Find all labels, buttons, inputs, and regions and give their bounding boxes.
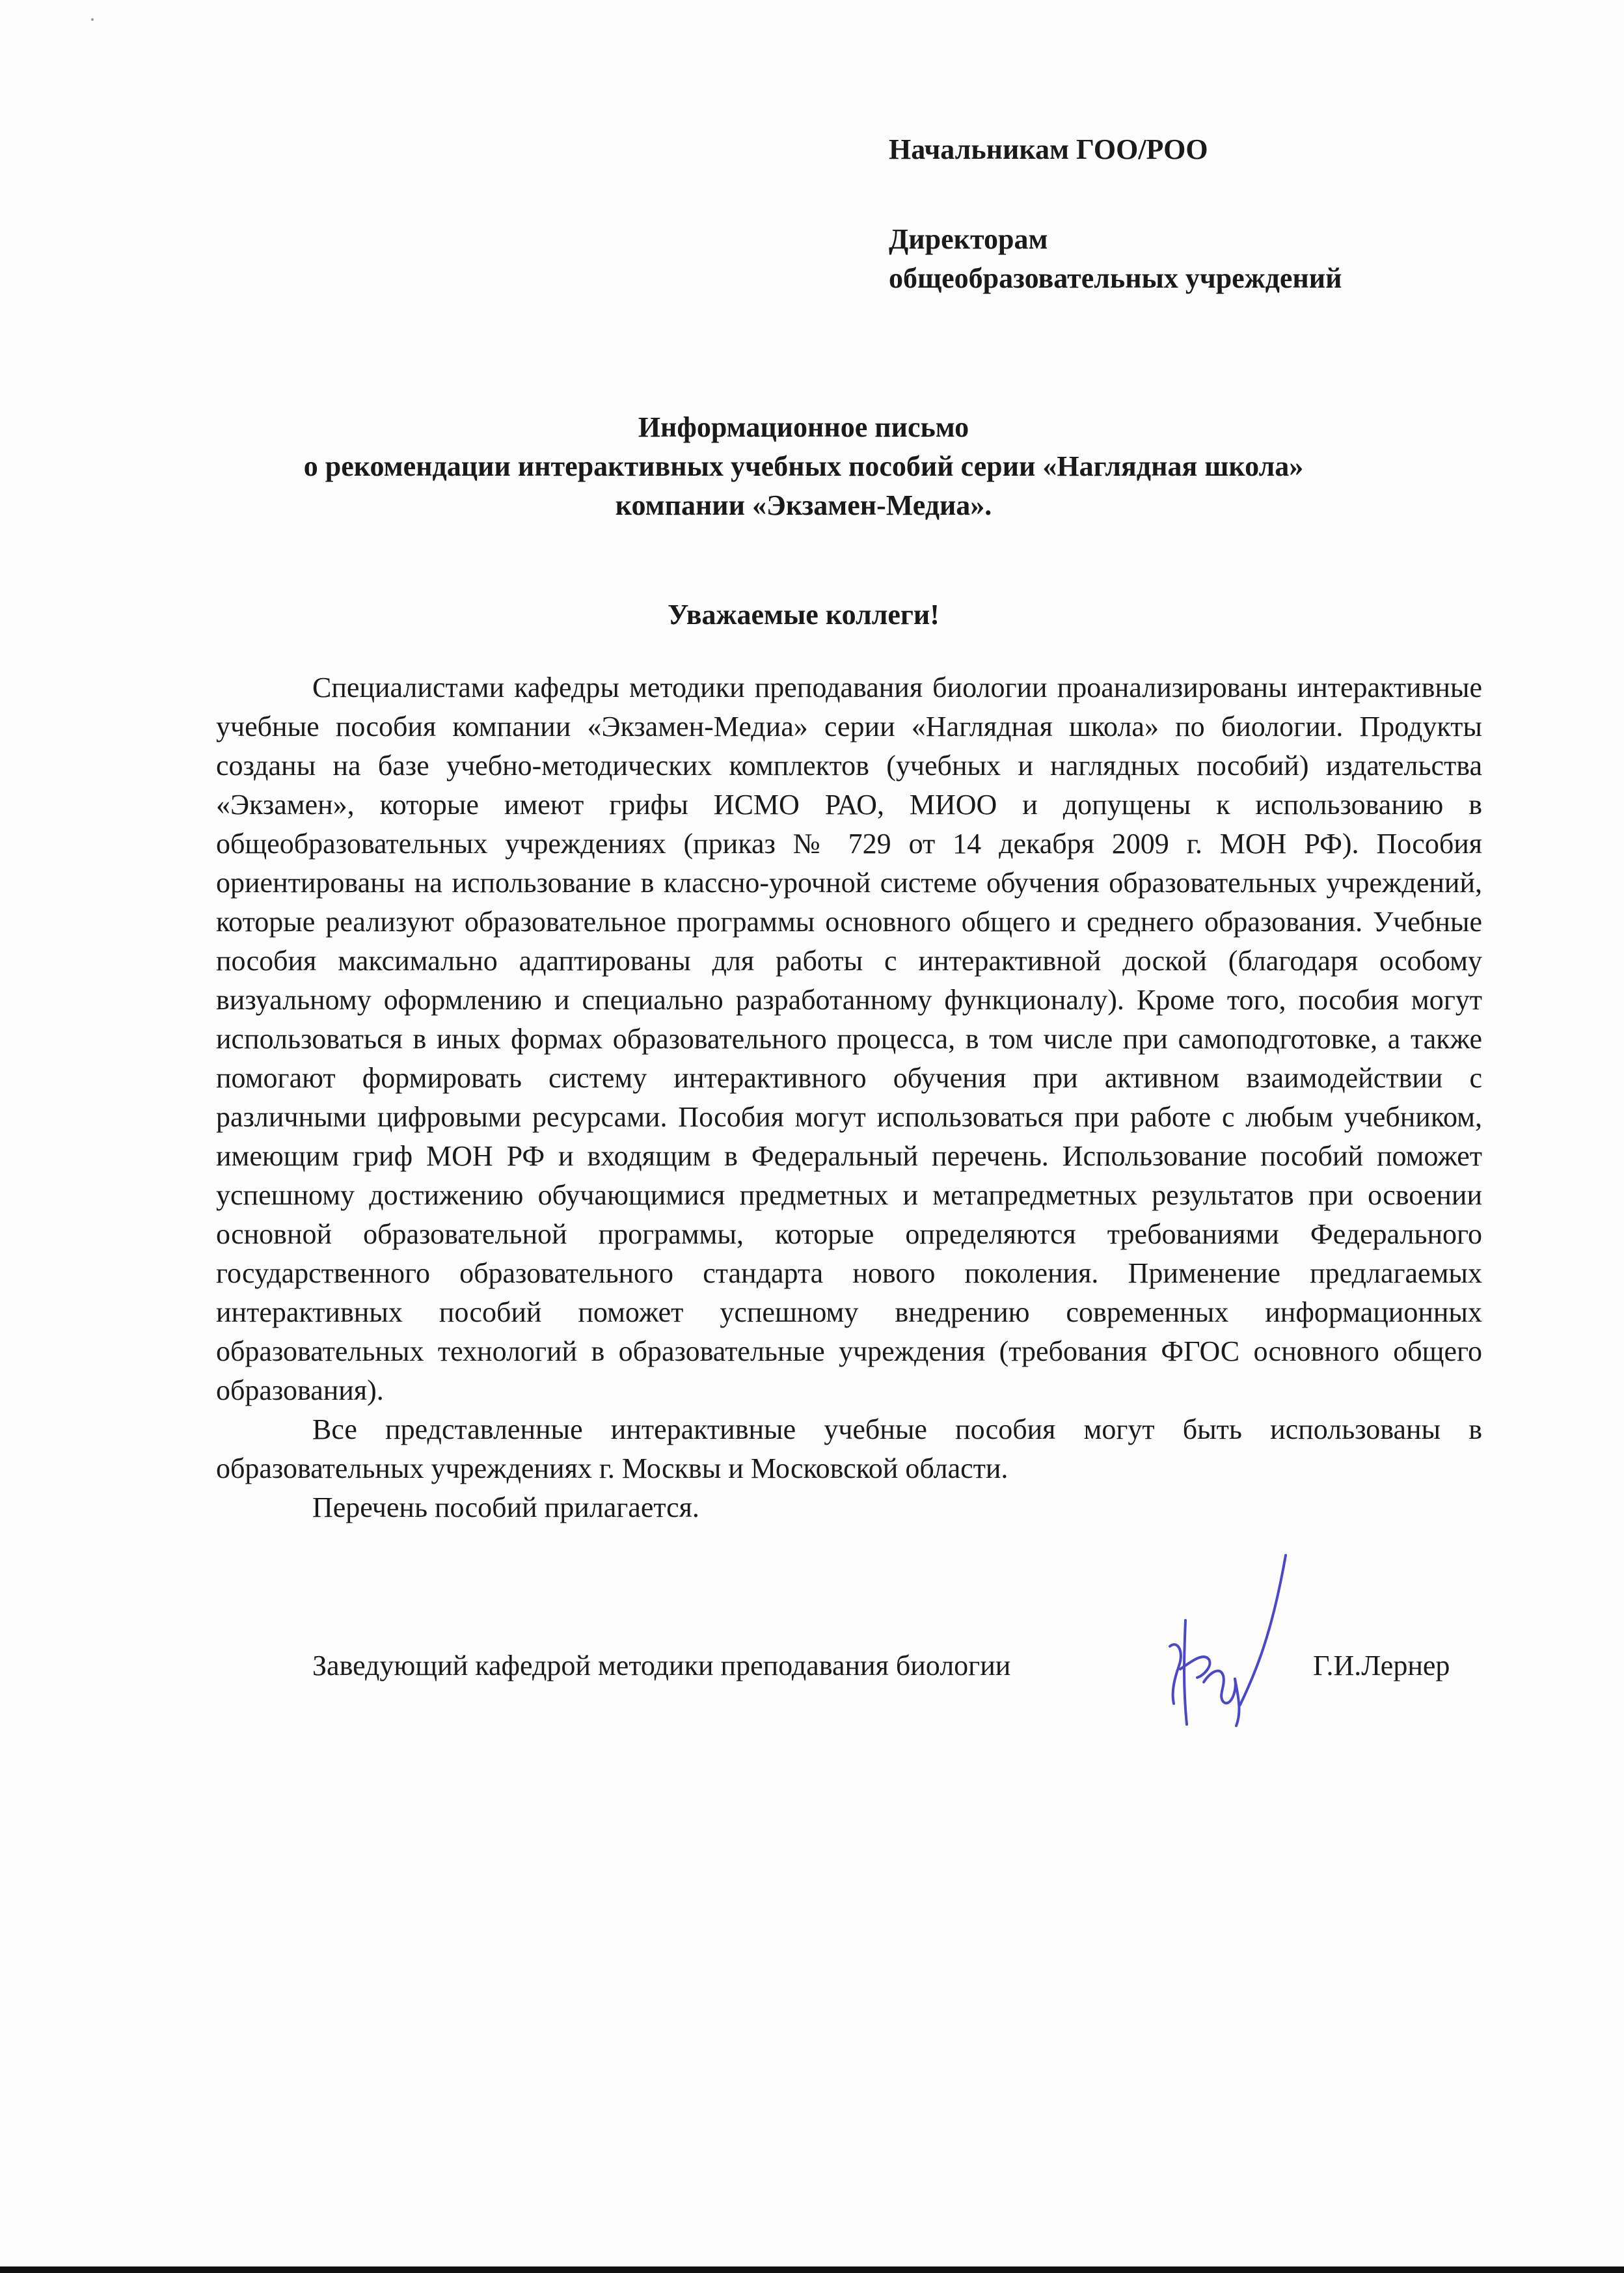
signature-stroke (1235, 1679, 1239, 1726)
scan-speck (91, 18, 94, 21)
signature-stroke (1204, 1671, 1236, 1704)
title-line: компании «Экзамен-Медиа». (615, 489, 992, 521)
body-paragraph: Специалистами кафедры методики преподавания биологии проанализированы интерактивные учебные пособия компании «Экзамен-Медиа» серии «Наглядная школа» по биологии. Продукты созданы на базе учебно-методических комплектов (учебных и наглядных пособий) издательства «Экзамен», которые имеют грифы ИСМО РАО, МИОО и допущены к использованию в общеобразовательных учреждениях (приказ № 729 от 14 декабря 2009 г. МОН РФ). Пособия ориентированы на использование в классно-урочной системе обучения образовательных учреждений, которые реализуют образовательное программы основного общего и среднего образования. Учебные пособия максимально адаптированы для работы с интерактивной доской (благодаря особому визуальному оформлению и специально разработанному функционалу). Кроме того, пособия могут использоваться в иных формах образовательного процесса, в том числе при самоподготовке, а также помогают формировать систему интерактивного обучения при активном взаимодействии с различными цифровыми ресурсами. Пособия могут использоваться при работе с любым учебником, имеющим гриф МОН РФ и входящим в Федеральный перечень. Использование пособий поможет успешному достижению обучающимися предметных и метапредметных результатов при освоении основной образовательной программы, которые определяются требованиями Федерального государственного образовательного стандарта нового поколения. Применение предлагаемых интерактивных пособий поможет успешному внедрению современных информационных образовательных технологий в образовательные учреждения (требования ФГОС основного общего образования). (216, 672, 1482, 1406)
addressee-line: Начальникам ГОО/РОО (889, 133, 1208, 165)
signatory-name: Г.И.Лернер (1313, 1650, 1450, 1681)
title-line: о рекомендации интерактивных учебных пособий серии «Наглядная школа» (303, 450, 1304, 482)
addressee-line: Директорам (889, 223, 1048, 255)
body-paragraph: Перечень пособий прилагается. (312, 1491, 699, 1523)
body-paragraph: Все представленные интерактивные учебные пособия могут быть использованы в образовательных учреждениях г. Москвы и Московской области. (216, 1413, 1482, 1484)
signatory-position: Заведующий кафедрой методики преподавания биологии (312, 1650, 1011, 1681)
signature-stroke (1170, 1644, 1181, 1704)
handwritten-signature (1158, 1542, 1321, 1744)
addressee-block (889, 130, 1474, 298)
signature-stroke (1240, 1555, 1286, 1705)
title-line: Информационное письмо (638, 411, 969, 443)
signature-row (0, 1646, 1624, 1685)
signature-stroke (1184, 1620, 1187, 1724)
letter-title (215, 408, 1392, 525)
salutation: Уважаемые коллеги! (668, 599, 940, 631)
scan-bottom-edge (0, 2266, 1624, 2273)
letter-body (216, 668, 1482, 1527)
addressee-line: общеобразовательных учреждений (889, 262, 1342, 294)
addressee-gap (889, 169, 1474, 220)
